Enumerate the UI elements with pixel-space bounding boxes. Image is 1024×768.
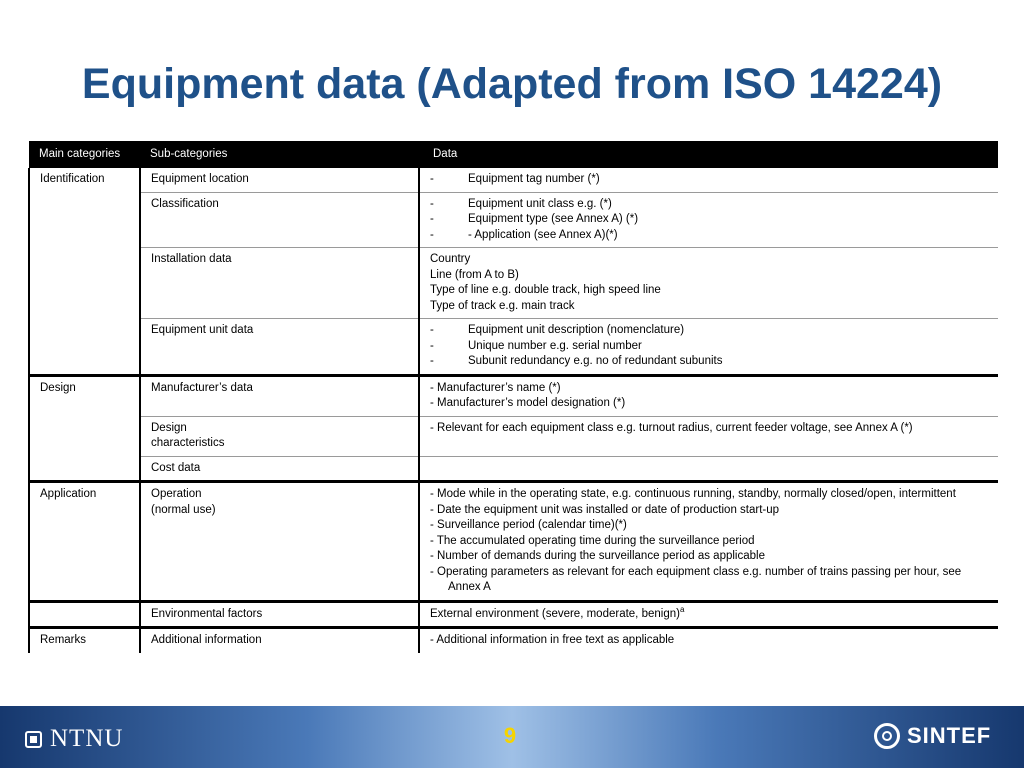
data-line (430, 228, 988, 244)
table-row (29, 375, 998, 416)
data-line (430, 633, 988, 649)
header-sub-categories: Sub-categories (140, 141, 419, 168)
sintef-logo-icon (874, 723, 900, 749)
sub-category-line: Design (151, 421, 187, 434)
data-line-text: - Relevant for each equipment class e.g. turnout radius, current feeder voltage, see Annex A (*) (430, 421, 913, 434)
data-line-text: Equipment unit description (nomenclature) (468, 324, 685, 336)
table-header-row (29, 141, 998, 168)
sub-category-line: characteristics (151, 437, 225, 449)
data-cell (419, 248, 998, 319)
sub-category-line: Manufacturer’s data (151, 381, 253, 394)
main-category-cell (29, 601, 140, 628)
sub-category-cell (140, 375, 419, 416)
data-line-text: Equipment type (see Annex A) (*) (468, 213, 639, 225)
main-category-cell: Design (29, 375, 140, 482)
data-cell (419, 628, 998, 653)
data-line (430, 212, 988, 228)
sub-category-line: Cost data (151, 461, 201, 474)
data-line (430, 354, 988, 370)
data-line (430, 268, 988, 284)
bullet-dash: - (430, 213, 434, 225)
data-line (430, 381, 988, 397)
bullet-dash: - (430, 228, 434, 241)
main-category-cell: Remarks (29, 628, 140, 653)
data-cell (419, 375, 998, 416)
bullet-dash: - (430, 355, 434, 367)
data-line-text: - Mode while in the operating state, e.g. continuous running, standby, normally closed/open, intermittent (430, 488, 956, 500)
table-row (29, 416, 998, 456)
table-row (29, 601, 998, 628)
ntnu-logo-icon (25, 731, 42, 748)
data-line (430, 549, 988, 565)
ntnu-logo-text: NTNU (50, 725, 124, 752)
data-line-text: - Manufacturer’s name (*) (430, 381, 561, 394)
data-line (430, 518, 988, 534)
sub-category-line: Classification (151, 197, 219, 210)
data-line (430, 299, 988, 315)
data-line-text: Unique number e.g. serial number (468, 339, 642, 352)
data-cell (419, 601, 998, 628)
data-line (430, 487, 988, 503)
header-data: Data (419, 141, 998, 168)
data-line-text: - The accumulated operating time during the surveillance period (430, 534, 755, 547)
page-number: 9 (503, 723, 517, 748)
data-line-text: Type of track e.g. main track (430, 299, 575, 312)
data-line (430, 565, 988, 596)
data-line (430, 323, 988, 339)
data-line (430, 197, 988, 213)
sintef-logo (874, 723, 991, 749)
bullet-dash: - (430, 339, 434, 352)
sub-category-cell (140, 319, 419, 376)
data-line (430, 396, 988, 412)
table-row (29, 168, 998, 192)
table-row (29, 628, 998, 653)
main-category-cell: Application (29, 482, 140, 602)
data-cell (419, 482, 998, 602)
table-row (29, 319, 998, 376)
table-row (29, 482, 998, 602)
sub-category-cell (140, 192, 419, 248)
main-category-cell: Identification (29, 168, 140, 375)
data-cell (419, 416, 998, 456)
data-cell (419, 456, 998, 482)
data-line (430, 252, 988, 268)
data-line (430, 503, 988, 519)
header-main-categories: Main categories (29, 141, 140, 168)
sub-category-line: (normal use) (151, 503, 216, 516)
sub-category-cell (140, 456, 419, 482)
equipment-data-table (28, 141, 998, 653)
data-line-text: External environment (severe, moderate, benign) (430, 607, 680, 620)
data-line (430, 172, 988, 188)
data-line-text: - Operating parameters as relevant for each equipment class e.g. number of trains passing per hour, see Annex A (430, 565, 962, 593)
bullet-dash: - (430, 197, 434, 210)
data-line-text: - Additional information in free text as applicable (430, 634, 675, 646)
data-line-text: Subunit redundancy e.g. no of redundant subunits (468, 355, 723, 367)
sub-category-line: Installation data (151, 253, 232, 265)
sub-category-line: Operation (151, 488, 202, 500)
data-line (430, 283, 988, 299)
data-line-text: Line (from A to B) (430, 268, 519, 281)
table-row (29, 192, 998, 248)
data-cell (419, 192, 998, 248)
sub-category-line: Additional information (151, 634, 262, 646)
sub-category-cell (140, 248, 419, 319)
sub-category-line: Equipment location (151, 173, 249, 185)
data-cell (419, 319, 998, 376)
sintef-logo-text: SINTEF (907, 723, 992, 748)
data-line-text: - Number of demands during the surveillance period as applicable (430, 550, 765, 562)
data-line-text: Country (430, 253, 471, 265)
data-line-text: - Application (see Annex A)(*) (468, 228, 618, 241)
sub-category-line: Equipment unit data (151, 324, 254, 336)
data-line (430, 604, 988, 623)
sub-category-line: Environmental factors (151, 607, 263, 620)
sub-category-cell (140, 482, 419, 602)
ntnu-logo (25, 725, 123, 753)
sub-category-cell (140, 416, 419, 456)
sub-category-cell (140, 628, 419, 653)
table-row (29, 248, 998, 319)
data-line-text: Type of line e.g. double track, high speed line (430, 284, 661, 296)
data-line-text: Equipment unit class e.g. (*) (468, 197, 612, 210)
data-line (430, 421, 988, 437)
bullet-dash: - (430, 324, 434, 336)
data-line-text: - Date the equipment unit was installed or date of production start-up (430, 503, 780, 516)
data-line-text: - Manufacturer’s model designation (*) (430, 397, 626, 409)
data-line (430, 339, 988, 355)
bullet-dash: - (430, 173, 434, 185)
table-body (29, 168, 998, 653)
sub-category-cell (140, 601, 419, 628)
footnote-marker: a (679, 604, 685, 614)
data-line (430, 534, 988, 550)
data-cell (419, 168, 998, 192)
data-line-text: Equipment tag number (*) (468, 173, 600, 185)
data-line-text: - Surveillance period (calendar time)(*) (430, 519, 627, 531)
equipment-data-table-wrapper (28, 141, 998, 675)
slide-title: Equipment data (Adapted from ISO 14224) (81, 60, 943, 108)
sub-category-cell (140, 168, 419, 192)
table-row (29, 456, 998, 482)
